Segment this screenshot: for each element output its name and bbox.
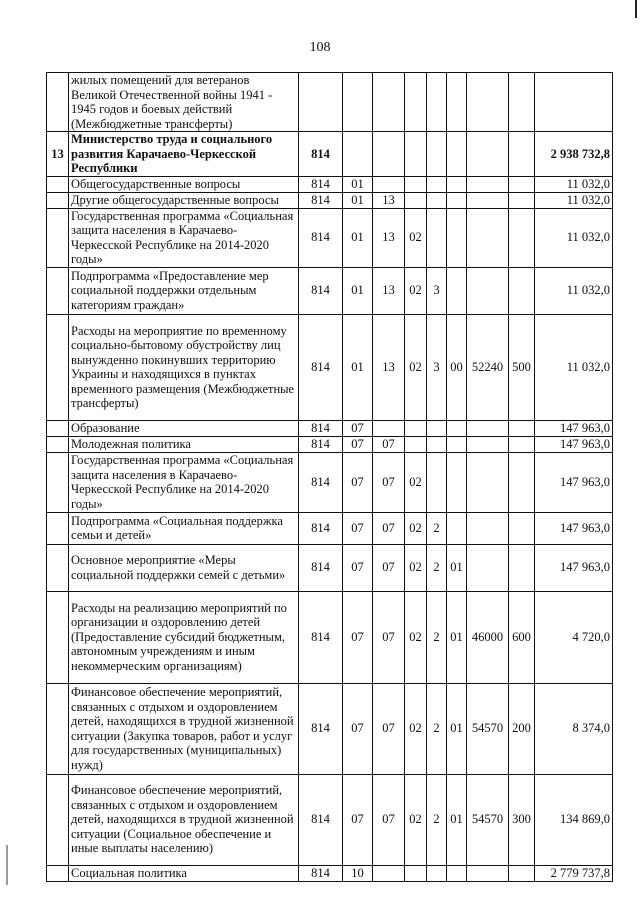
code-subsection bbox=[373, 865, 405, 881]
code-program bbox=[405, 132, 427, 177]
code-ministry: 814 bbox=[299, 865, 343, 881]
code-subsection: 07 bbox=[373, 452, 405, 512]
table-row bbox=[47, 591, 613, 683]
table-row bbox=[47, 73, 613, 132]
code-activity bbox=[447, 176, 467, 192]
table-row-ministry bbox=[47, 132, 613, 177]
table-row bbox=[47, 774, 613, 865]
code-activity bbox=[447, 420, 467, 436]
row-description: жилых помещений для ветеранов Великой Отечественной войны 1941 - 1945 годов и боевых действий (Межбюджетные трансферты) bbox=[69, 73, 299, 132]
row-no bbox=[47, 420, 69, 436]
row-no bbox=[47, 267, 69, 314]
code-direction bbox=[467, 132, 509, 177]
code-type bbox=[509, 512, 535, 544]
code-subprogram bbox=[427, 73, 447, 132]
table-row bbox=[47, 512, 613, 544]
page-number: 108 bbox=[309, 40, 331, 55]
code-section: 07 bbox=[343, 683, 373, 774]
amount: 134 869,0 bbox=[535, 774, 613, 865]
code-subsection: 13 bbox=[373, 208, 405, 267]
row-description: Расходы на мероприятие по временному социально-бытовому обустройству лиц вынужденно покинувших территорию Украины и находящихся в пунктах временного размещения (Межбюджетные трансферты) bbox=[69, 314, 299, 420]
code-section: 07 bbox=[343, 436, 373, 452]
code-section: 01 bbox=[343, 176, 373, 192]
code-direction bbox=[467, 208, 509, 267]
code-subsection: 07 bbox=[373, 774, 405, 865]
code-section bbox=[343, 73, 373, 132]
code-section: 07 bbox=[343, 544, 373, 591]
code-direction: 54570 bbox=[467, 774, 509, 865]
row-no bbox=[47, 774, 69, 865]
table-row bbox=[47, 267, 613, 314]
row-no bbox=[47, 683, 69, 774]
code-direction bbox=[467, 865, 509, 881]
amount: 11 032,0 bbox=[535, 192, 613, 208]
code-type: 500 bbox=[509, 314, 535, 420]
amount: 11 032,0 bbox=[535, 208, 613, 267]
code-subprogram: 2 bbox=[427, 591, 447, 683]
row-description: Министерство труда и социального развития Карачаево-Черкесской Республики bbox=[69, 132, 299, 177]
row-description: Государственная программа «Социальная защита населения в Карачаево-Черкесской Республике на 2014-2020 годы» bbox=[69, 452, 299, 512]
amount: 147 963,0 bbox=[535, 420, 613, 436]
row-no bbox=[47, 208, 69, 267]
code-section: 07 bbox=[343, 774, 373, 865]
code-subsection: 13 bbox=[373, 192, 405, 208]
code-ministry: 814 bbox=[299, 267, 343, 314]
code-ministry: 814 bbox=[299, 208, 343, 267]
code-program bbox=[405, 192, 427, 208]
code-direction bbox=[467, 436, 509, 452]
row-description: Подпрограмма «Социальная поддержка семьи и детей» bbox=[69, 512, 299, 544]
row-no bbox=[47, 436, 69, 452]
row-description: Молодежная политика bbox=[69, 436, 299, 452]
code-subsection bbox=[373, 420, 405, 436]
code-direction bbox=[467, 512, 509, 544]
code-section: 01 bbox=[343, 314, 373, 420]
code-section bbox=[343, 132, 373, 177]
code-ministry: 814 bbox=[299, 176, 343, 192]
code-program bbox=[405, 176, 427, 192]
code-subsection bbox=[373, 176, 405, 192]
code-subprogram: 3 bbox=[427, 267, 447, 314]
code-section: 10 bbox=[343, 865, 373, 881]
table-row bbox=[47, 420, 613, 436]
code-activity bbox=[447, 512, 467, 544]
code-section: 01 bbox=[343, 267, 373, 314]
code-section: 07 bbox=[343, 591, 373, 683]
code-subprogram bbox=[427, 420, 447, 436]
row-description: Социальная политика bbox=[69, 865, 299, 881]
code-ministry bbox=[299, 73, 343, 132]
row-no bbox=[47, 314, 69, 420]
amount: 4 720,0 bbox=[535, 591, 613, 683]
code-type bbox=[509, 132, 535, 177]
code-program bbox=[405, 865, 427, 881]
code-activity: 01 bbox=[447, 683, 467, 774]
code-direction bbox=[467, 544, 509, 591]
code-ministry: 814 bbox=[299, 544, 343, 591]
code-ministry: 814 bbox=[299, 436, 343, 452]
code-subprogram bbox=[427, 452, 447, 512]
table-row bbox=[47, 176, 613, 192]
code-subprogram bbox=[427, 208, 447, 267]
amount: 147 963,0 bbox=[535, 544, 613, 591]
amount: 11 032,0 bbox=[535, 314, 613, 420]
code-program bbox=[405, 436, 427, 452]
code-activity bbox=[447, 208, 467, 267]
code-activity: 00 bbox=[447, 314, 467, 420]
amount: 8 374,0 bbox=[535, 683, 613, 774]
code-direction bbox=[467, 176, 509, 192]
code-subsection: 07 bbox=[373, 591, 405, 683]
code-subsection: 13 bbox=[373, 267, 405, 314]
code-subsection bbox=[373, 73, 405, 132]
code-direction: 54570 bbox=[467, 683, 509, 774]
code-activity bbox=[447, 436, 467, 452]
code-type: 300 bbox=[509, 774, 535, 865]
code-ministry: 814 bbox=[299, 420, 343, 436]
code-subprogram bbox=[427, 192, 447, 208]
code-subsection bbox=[373, 132, 405, 177]
row-description: Расходы на реализацию мероприятий по организации и оздоровлению детей (Предоставление субсидий бюджетным, автономным учреждениям и иным некоммерческим организациям) bbox=[69, 591, 299, 683]
code-program: 02 bbox=[405, 208, 427, 267]
code-type bbox=[509, 73, 535, 132]
row-no bbox=[47, 452, 69, 512]
code-ministry: 814 bbox=[299, 683, 343, 774]
row-no bbox=[47, 176, 69, 192]
code-direction bbox=[467, 192, 509, 208]
table-row bbox=[47, 452, 613, 512]
scan-edge-mark-bottom bbox=[6, 845, 8, 885]
code-type bbox=[509, 176, 535, 192]
code-program: 02 bbox=[405, 267, 427, 314]
table-row bbox=[47, 192, 613, 208]
code-activity bbox=[447, 267, 467, 314]
row-no bbox=[47, 591, 69, 683]
code-section: 07 bbox=[343, 452, 373, 512]
code-direction: 52240 bbox=[467, 314, 509, 420]
table-row bbox=[47, 436, 613, 452]
code-direction bbox=[467, 420, 509, 436]
row-description: Финансовое обеспечение мероприятий, связанных с отдыхом и оздоровлением детей, находящихся в трудной жизненной ситуации (Социальное обеспечение и иные выплаты населению) bbox=[69, 774, 299, 865]
code-subsection: 07 bbox=[373, 512, 405, 544]
table-row bbox=[47, 314, 613, 420]
amount: 11 032,0 bbox=[535, 176, 613, 192]
code-ministry: 814 bbox=[299, 132, 343, 177]
code-subprogram: 2 bbox=[427, 512, 447, 544]
budget-table bbox=[46, 72, 613, 882]
row-no bbox=[47, 192, 69, 208]
code-activity bbox=[447, 452, 467, 512]
code-section: 01 bbox=[343, 192, 373, 208]
code-type bbox=[509, 865, 535, 881]
row-no: 13 bbox=[47, 132, 69, 177]
code-program: 02 bbox=[405, 774, 427, 865]
amount: 11 032,0 bbox=[535, 267, 613, 314]
code-type: 200 bbox=[509, 683, 535, 774]
row-no bbox=[47, 865, 69, 881]
code-type: 600 bbox=[509, 591, 535, 683]
code-ministry: 814 bbox=[299, 192, 343, 208]
code-subprogram: 3 bbox=[427, 314, 447, 420]
row-description: Другие общегосударственные вопросы bbox=[69, 192, 299, 208]
code-subprogram: 2 bbox=[427, 774, 447, 865]
table-row bbox=[47, 683, 613, 774]
code-subprogram: 2 bbox=[427, 683, 447, 774]
code-subprogram bbox=[427, 176, 447, 192]
row-no bbox=[47, 512, 69, 544]
code-type bbox=[509, 436, 535, 452]
code-subsection: 07 bbox=[373, 436, 405, 452]
code-ministry: 814 bbox=[299, 774, 343, 865]
code-ministry: 814 bbox=[299, 512, 343, 544]
code-program: 02 bbox=[405, 512, 427, 544]
code-activity bbox=[447, 132, 467, 177]
code-activity: 01 bbox=[447, 774, 467, 865]
code-section: 07 bbox=[343, 512, 373, 544]
code-subsection: 13 bbox=[373, 314, 405, 420]
table-row bbox=[47, 865, 613, 881]
code-subprogram bbox=[427, 436, 447, 452]
row-description: Общегосударственные вопросы bbox=[69, 176, 299, 192]
code-program: 02 bbox=[405, 452, 427, 512]
code-subsection: 07 bbox=[373, 683, 405, 774]
code-activity bbox=[447, 192, 467, 208]
scan-edge-mark bbox=[635, 0, 637, 18]
code-activity: 01 bbox=[447, 591, 467, 683]
code-section: 01 bbox=[343, 208, 373, 267]
code-type bbox=[509, 267, 535, 314]
code-subsection: 07 bbox=[373, 544, 405, 591]
code-program bbox=[405, 73, 427, 132]
code-subprogram: 2 bbox=[427, 544, 447, 591]
code-activity: 01 bbox=[447, 544, 467, 591]
code-ministry: 814 bbox=[299, 452, 343, 512]
code-type bbox=[509, 192, 535, 208]
amount: 2 779 737,8 bbox=[535, 865, 613, 881]
code-program: 02 bbox=[405, 544, 427, 591]
code-activity bbox=[447, 865, 467, 881]
code-ministry: 814 bbox=[299, 591, 343, 683]
row-description: Финансовое обеспечение мероприятий, связанных с отдыхом и оздоровлением детей, находящихся в трудной жизненной ситуации (Закупка товаров, работ и услуг для государственных (муниципальных) нужд) bbox=[69, 683, 299, 774]
table-row bbox=[47, 208, 613, 267]
code-program: 02 bbox=[405, 591, 427, 683]
code-type bbox=[509, 208, 535, 267]
code-direction: 46000 bbox=[467, 591, 509, 683]
amount bbox=[535, 73, 613, 132]
code-type bbox=[509, 420, 535, 436]
code-direction bbox=[467, 452, 509, 512]
code-section: 07 bbox=[343, 420, 373, 436]
code-subprogram bbox=[427, 865, 447, 881]
amount: 2 938 732,8 bbox=[535, 132, 613, 177]
amount: 147 963,0 bbox=[535, 512, 613, 544]
code-ministry: 814 bbox=[299, 314, 343, 420]
code-subprogram bbox=[427, 132, 447, 177]
code-program: 02 bbox=[405, 683, 427, 774]
row-description: Основное мероприятие «Меры социальной поддержки семей с детьми» bbox=[69, 544, 299, 591]
code-activity bbox=[447, 73, 467, 132]
row-description: Государственная программа «Социальная защита населения в Карачаево-Черкесской Республике на 2014-2020 годы» bbox=[69, 208, 299, 267]
code-program bbox=[405, 420, 427, 436]
code-type bbox=[509, 452, 535, 512]
code-direction bbox=[467, 73, 509, 132]
table-row bbox=[47, 544, 613, 591]
code-direction bbox=[467, 267, 509, 314]
row-description: Образование bbox=[69, 420, 299, 436]
amount: 147 963,0 bbox=[535, 436, 613, 452]
row-description: Подпрограмма «Предоставление мер социальной поддержки отдельным категориям граждан» bbox=[69, 267, 299, 314]
amount: 147 963,0 bbox=[535, 452, 613, 512]
row-no bbox=[47, 544, 69, 591]
row-no bbox=[47, 73, 69, 132]
code-program: 02 bbox=[405, 314, 427, 420]
code-type bbox=[509, 544, 535, 591]
